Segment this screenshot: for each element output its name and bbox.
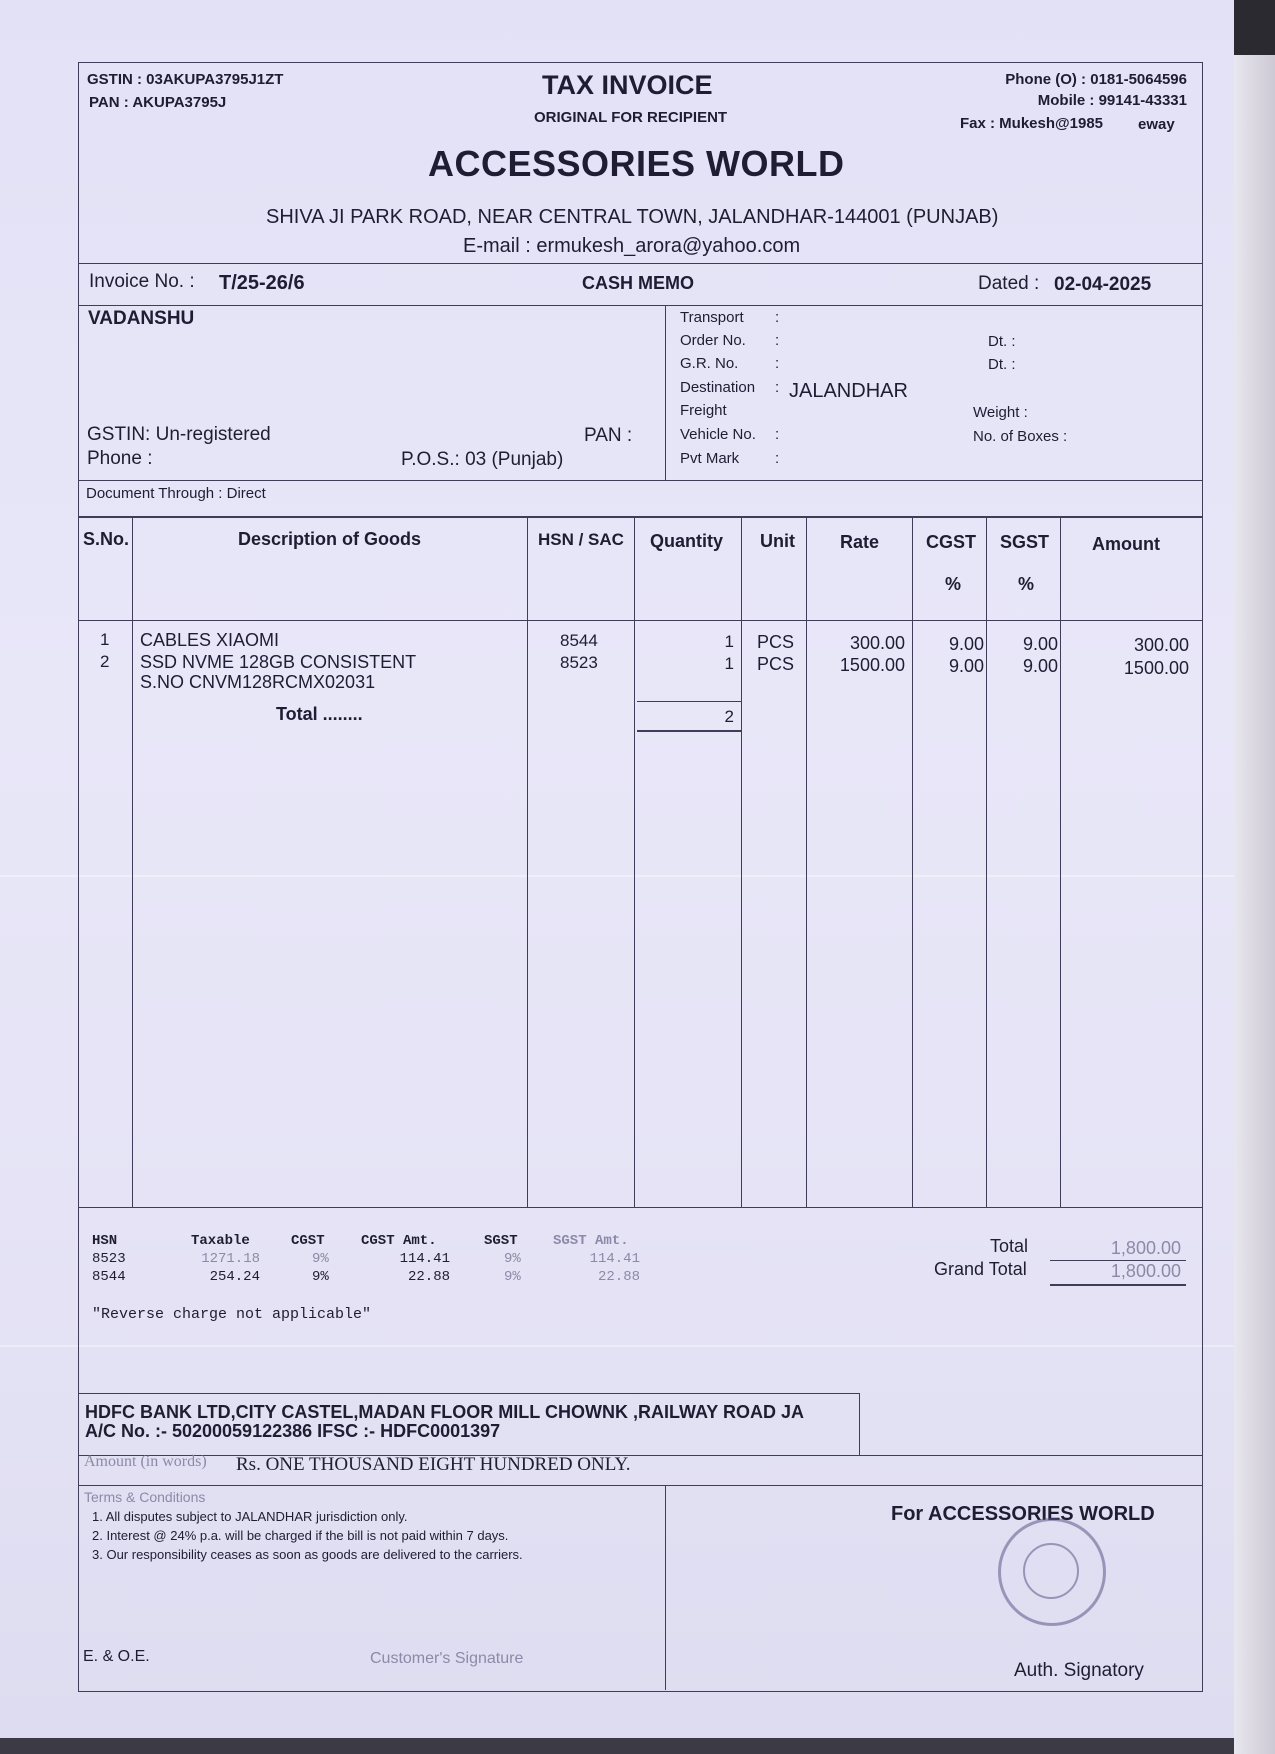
column-divider <box>132 516 133 1207</box>
fax-note: eway <box>1138 116 1175 133</box>
summary-total-value: 1,800.00 <box>1110 1238 1181 1258</box>
company-stamp <box>998 1518 1106 1626</box>
total-line <box>637 701 741 702</box>
tax-header-cgst: CGST <box>291 1233 325 1249</box>
table-header-border <box>78 620 1202 621</box>
colon: : <box>775 332 780 349</box>
weight-label: Weight : <box>973 404 1028 421</box>
tax-row-sgst-amt: 114.41 <box>589 1251 640 1267</box>
destination-value: JALANDHAR <box>789 380 908 402</box>
company-address: SHIVA JI PARK ROAD, NEAR CENTRAL TOWN, JALANDHAR-144001 (PUNJAB) <box>266 206 999 228</box>
dated-label: Dated : <box>978 273 1040 294</box>
table-row-quantity: 1 <box>724 632 734 651</box>
order-no-label: Order No. <box>680 332 746 349</box>
column-divider <box>527 516 528 1207</box>
eoe-label: E. & O.E. <box>83 1648 150 1665</box>
invoice-number: T/25-26/6 <box>219 272 305 294</box>
col-header-sgst-pct: % <box>1018 574 1035 594</box>
buyer-gstin: GSTIN: Un-registered <box>87 424 271 445</box>
divider <box>78 480 1202 481</box>
invoice-no-label: Invoice No. : <box>89 271 195 292</box>
company-email: E-mail : ermukesh_arora@yahoo.com <box>463 235 801 257</box>
colon: : <box>775 309 780 326</box>
table-row-cgst: 9.00 <box>948 656 984 676</box>
tax-row-taxable: 1271.18 <box>201 1251 260 1267</box>
table-row-quantity: 1 <box>724 654 734 673</box>
terms-item: 3. Our responsibility ceases as soon as goods are delivered to the carriers. <box>92 1547 523 1562</box>
table-row-description-2: S.NO CNVM128RCMX02031 <box>140 672 376 692</box>
table-row-rate: 1500.00 <box>839 655 905 675</box>
document-through: Document Through : Direct <box>86 485 266 502</box>
tax-row-cgst-amt: 22.88 <box>407 1269 450 1285</box>
tax-row-sgst-amt: 22.88 <box>597 1269 640 1285</box>
total-line <box>1050 1284 1186 1286</box>
col-header-sgst: SGST <box>1000 532 1050 552</box>
divider <box>665 1485 666 1690</box>
col-header-cgst: CGST <box>926 532 977 552</box>
col-header-amount: Amount <box>1092 534 1160 554</box>
table-row-description: CABLES XIAOMI <box>140 630 280 650</box>
gr-date-label: Dt. : <box>988 356 1016 373</box>
terms-title: Terms & Conditions <box>84 1489 206 1505</box>
cash-memo-label: CASH MEMO <box>582 273 694 293</box>
invoice-date: 02-04-2025 <box>1054 274 1152 295</box>
vehicle-no-label: Vehicle No. <box>680 426 756 443</box>
colon: : <box>775 355 780 372</box>
column-divider <box>912 516 913 1207</box>
col-header-rate: Rate <box>840 532 880 552</box>
phone-office: Phone (O) : 0181-5064596 <box>1005 71 1187 88</box>
col-header-hsn: HSN / SAC <box>538 530 624 549</box>
tax-header-cgst-amt: CGST Amt. <box>361 1233 437 1249</box>
divider <box>78 1393 859 1394</box>
boxes-label: No. of Boxes : <box>973 428 1068 445</box>
divider <box>78 305 1202 306</box>
bank-details: HDFC BANK LTD,CITY CASTEL,MADAN FLOOR MILL CHOWNK ,RAILWAY ROAD JA <box>85 1402 804 1422</box>
column-divider <box>634 516 635 1207</box>
buyer-phone: Phone : <box>87 448 153 469</box>
place-of-supply: P.O.S.: 03 (Punjab) <box>401 449 564 470</box>
items-total-quantity: 2 <box>724 707 734 726</box>
tax-row-sgst-rate: 9% <box>504 1251 521 1267</box>
table-row-cgst: 9.00 <box>948 634 984 654</box>
tax-row-hsn: 8544 <box>92 1269 126 1285</box>
document-title: TAX INVOICE <box>542 70 713 100</box>
column-divider <box>806 516 807 1207</box>
tax-row-sgst-rate: 9% <box>504 1269 521 1285</box>
customer-signature-label: Customer's Signature <box>370 1650 524 1667</box>
tax-row-taxable: 254.24 <box>209 1269 260 1285</box>
colon: : <box>775 450 780 467</box>
freight-label: Freight <box>680 402 727 419</box>
colon: : <box>775 426 780 443</box>
table-row-sgst: 9.00 <box>1022 656 1058 676</box>
col-header-quantity: Quantity <box>650 531 724 551</box>
terms-item: 1. All disputes subject to JALANDHAR jurisdiction only. <box>92 1509 408 1524</box>
transport-label: Transport <box>680 309 744 326</box>
table-row-sno: 1 <box>100 630 110 649</box>
phone-mobile: Mobile : 99141-43331 <box>1037 92 1187 109</box>
grand-total-label: Grand Total <box>934 1259 1027 1279</box>
column-divider <box>1060 516 1061 1207</box>
items-total-label: Total ........ <box>276 704 363 724</box>
grand-total-value: 1,800.00 <box>1110 1261 1181 1281</box>
table-row-rate: 300.00 <box>849 633 905 653</box>
background-edge <box>1234 0 1275 1754</box>
bank-account: A/C No. :- 50200059122386 IFSC :- HDFC0001397 <box>85 1421 501 1441</box>
col-header-cgst-pct: % <box>945 574 962 594</box>
table-row-unit: PCS <box>757 654 795 674</box>
seller-gstin: GSTIN : 03AKUPA3795J1ZT <box>87 71 284 88</box>
col-header-unit: Unit <box>760 531 795 551</box>
gr-no-label: G.R. No. <box>680 355 739 372</box>
col-header-description: Description of Goods <box>238 529 422 549</box>
seller-pan: PAN : AKUPA3795J <box>89 94 227 111</box>
tax-header-hsn: HSN <box>92 1233 118 1249</box>
divider <box>665 305 666 480</box>
col-header-sno: S.No. <box>83 529 130 549</box>
divider <box>78 263 1202 264</box>
total-line <box>637 730 741 732</box>
tax-header-taxable: Taxable <box>191 1233 250 1249</box>
document-subtitle: ORIGINAL FOR RECIPIENT <box>534 109 728 126</box>
for-company-label: For ACCESSORIES WORLD <box>891 1503 1155 1525</box>
tax-row-hsn: 8523 <box>92 1251 126 1267</box>
pvt-mark-label: Pvt Mark <box>680 450 740 467</box>
column-divider <box>986 516 987 1207</box>
company-name: ACCESSORIES WORLD <box>428 143 845 184</box>
tax-header-sgst: SGST <box>484 1233 518 1249</box>
order-date-label: Dt. : <box>988 333 1016 350</box>
table-row-amount: 300.00 <box>1133 635 1189 655</box>
fax: Fax : Mukesh@1985 <box>960 115 1104 132</box>
tax-row-cgst-rate: 9% <box>312 1251 329 1267</box>
invoice-frame <box>78 62 1203 1692</box>
tax-header-sgst-amt: SGST Amt. <box>553 1233 629 1249</box>
divider <box>78 1485 1202 1486</box>
amount-in-words: Rs. ONE THOUSAND EIGHT HUNDRED ONLY. <box>236 1454 631 1475</box>
column-divider <box>741 516 742 1207</box>
terms-item: 2. Interest @ 24% p.a. will be charged if the bill is not paid within 7 days. <box>92 1528 509 1543</box>
table-row-sgst: 9.00 <box>1022 634 1058 654</box>
reverse-charge-note: "Reverse charge not applicable" <box>92 1306 372 1323</box>
table-row-description: SSD NVME 128GB CONSISTENT <box>140 652 417 672</box>
table-top-border <box>78 516 1202 518</box>
tax-row-cgst-amt: 114.41 <box>399 1251 450 1267</box>
table-row-hsn: 8523 <box>560 653 598 672</box>
table-row-hsn: 8544 <box>560 631 598 650</box>
amount-words-label: Amount (in words) <box>84 1453 207 1470</box>
table-row-amount: 1500.00 <box>1123 658 1189 678</box>
table-bottom-border <box>78 1207 1202 1208</box>
buyer-pan: PAN : <box>584 425 633 446</box>
divider <box>859 1393 860 1455</box>
authorised-signatory-label: Auth. Signatory <box>1014 1660 1144 1681</box>
summary-total-label: Total <box>990 1236 1029 1256</box>
destination-label: Destination <box>680 379 756 396</box>
colon: : <box>775 379 780 396</box>
table-row-sno: 2 <box>100 652 110 671</box>
table-row-unit: PCS <box>757 632 795 652</box>
tax-row-cgst-rate: 9% <box>312 1269 329 1285</box>
buyer-name: VADANSHU <box>88 308 195 329</box>
